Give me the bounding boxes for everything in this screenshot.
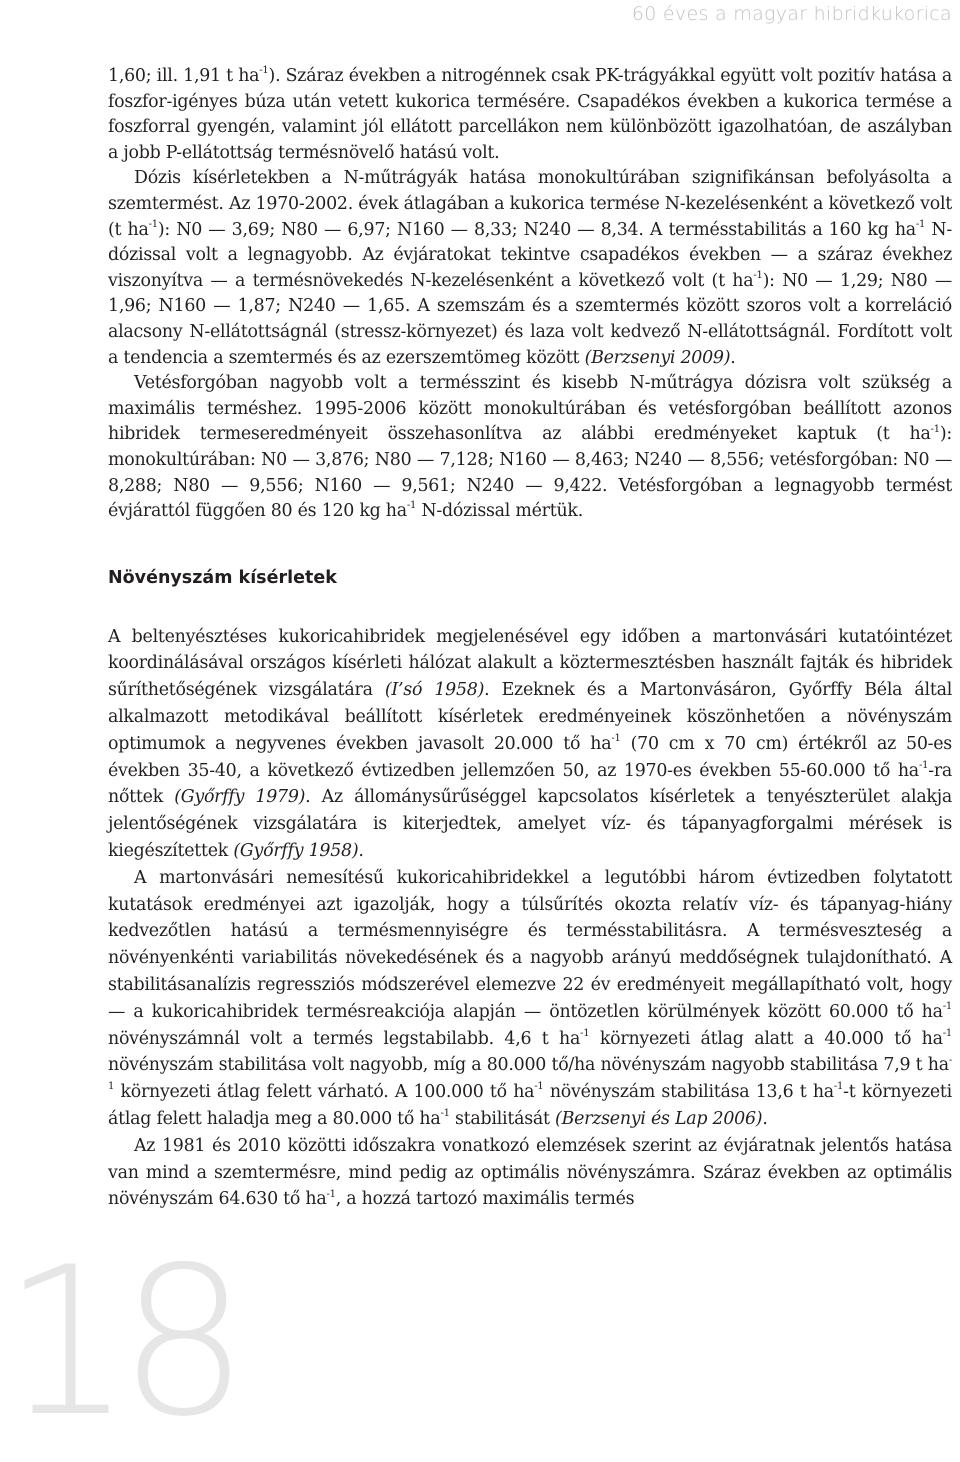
running-title: 60 éves a magyar hibridkukorica <box>631 3 952 25</box>
text-run: ): monokultúrában: N0 — 3,876; N80 — 7,128; N160 — 8,463; N240 — 8,556; vetésforgóban: N0 — 8,288; N80 — 9,556; N160 — 9,561; N240 — 9,422. Vetésforgóban a legnagyobb termést évjárattól függően 80 és 120 kg ha <box>108 424 952 522</box>
paragraph-phosphorus <box>108 64 952 166</box>
citation: (I’só 1958) <box>384 680 485 701</box>
text-run: környezeti átlag alatt a 40.000 tő ha <box>589 1028 943 1049</box>
text-run: . Az állománysűrűséggel kapcsolatos kísérletek a tenyészterület alakja jelentőségének vizsgálatára is kiterjedtek, amelyet víz- és tápanyagforgalmi mérések is kiegészítettek <box>108 787 952 862</box>
text-run: növényszám stabilitása volt nagyobb, míg a 80.000 tő/ha növényszám nagyobb stabilitása 7,9 t ha <box>108 1055 949 1076</box>
page-body <box>108 64 952 1213</box>
paragraph-year-effect <box>108 1133 952 1213</box>
unit-exponent: -1 <box>326 1188 336 1200</box>
citation: (Berzsenyi és Lap 2006) <box>555 1109 763 1130</box>
text-run: A martonvásári nemesítésű kukoricahibridekkel a legutóbbi három évtizedben folytatott kutatások eredményei azt igazolják, hogy a túlsűrítés okozta relatív víz- és tápanyag-hiány kedvezőtlen hatású a termésmennyiségre és termésstabilitásra. A termésveszteség a növényenkénti variabilitás növekedésének és a nagyobb arányú meddőségnek tulajdonítható. A stabilitásanalízis regressziós módszerével elemezve 22 év eredményeit megállapítható volt, hogy — a kukoricahibridek termésreakciója alapján — öntözetlen körülmények között 60.000 tő ha <box>108 867 952 1022</box>
unit-exponent: -1 <box>148 218 158 230</box>
text-run: 1,60; ill. 1,91 t ha <box>108 66 260 86</box>
text-run: ). Száraz években a nitrogénnek csak PK-trágyákkal együtt volt pozitív hatása a foszfor-igényes búza után vetett kukorica termésére. Csapadékos években a kukorica termése a foszforral gyengén, valamint jól ellátott parcellákon nem különbözött igazolhatóan, de aszályban a jobb P-ellátottság termésnövelő hatású volt. <box>108 66 952 163</box>
unit-exponent: -1 <box>915 218 926 230</box>
text-run: (70 cm x 70 cm) értékről az 50-es években 35-40, a következő évtizedben jellemzően 50, az 1970-es években 55-60.000 tő ha <box>108 733 952 781</box>
citation: (Győrffy 1958) <box>233 841 359 862</box>
text-run: Az 1981 és 2010 közötti időszakra vonatkozó elemzések szerint az évjáratnak jelentős hatása van mind a szemtermésre, mind pedig az optimális növényszámra. Száraz években az optimális növényszám 64.630 tő ha <box>108 1135 952 1210</box>
text-run: . <box>358 841 364 862</box>
text-run: növényszámnál volt a termés legstabilabb. 4,6 t ha <box>108 1028 581 1049</box>
unit-exponent: -1 <box>942 1027 952 1039</box>
citation: (Berzsenyi 2009) <box>584 347 731 368</box>
unit-exponent: -1 <box>930 423 940 435</box>
text-run: -ra nőttek <box>108 760 952 808</box>
text-run: Vetésforgóban nagyobb volt a termésszint és kisebb N-műtrágya dózisra volt szükség a maximális terméshez. 1995-2006 között monokultúrában és vetésforgóban beállított azonos hibridek termeseredményeit összehasonlítva az alábbi eredményeket kaptuk (t ha <box>108 373 952 445</box>
unit-exponent: -1 <box>440 1108 450 1120</box>
unit-exponent: -1 <box>611 733 621 745</box>
text-run: . <box>762 1109 768 1130</box>
paragraph-plant-density-stability <box>108 865 952 1133</box>
text-run: -t környezeti átlag felett haladja meg a 80.000 tő ha <box>108 1082 952 1130</box>
text-run: . <box>730 347 736 368</box>
text-run: A beltenyésztéses kukoricahibridek megjelenésével egy időben a martonvásári kutatóintézet koordinálásával országos kísérleti hálózat alakult a köztermesztésben használt fajták és hibridek sűríthetőségének vizsgálatára <box>108 626 952 701</box>
text-run: ): N0 — 1,29; N80 — 1,96; N160 — 1,87; N240 — 1,65. A szemszám és a szemtermés között szoros volt a korreláció alacsony N-ellátottságnál (stressz-környezet) és laza volt kedvező N-ellátottságnál. Fordított volt a tendencia a szemtermés és az ezerszemtömeg között <box>108 270 952 368</box>
paragraph-crop-rotation <box>108 371 952 525</box>
text-run: N-dózissal mértük. <box>416 501 583 522</box>
text-run: N-dózissal volt a legnagyobb. Az évjáratokat tekintve csapadékos években — a száraz évekhez viszonyítva — a termésnövekedés N-kezelésenként a következő volt (t ha <box>108 219 952 291</box>
page-number: 18 <box>2 1224 235 1462</box>
unit-exponent: -1 <box>534 1081 544 1093</box>
citation: (Győrffy 1979) <box>174 787 306 808</box>
text-run: növényszám stabilitása 13,6 t ha <box>543 1082 834 1103</box>
unit-exponent: -1 <box>406 500 417 512</box>
text-run: Dózis kísérletekben a N-műtrágyák hatása monokultúrában szignifikánsan befolyásolta a szemtermést. Az 1970-2002. évek átlagában a kukorica termése N-kezelésenként a következő volt (t ha <box>108 168 952 240</box>
unit-exponent: -1 <box>259 65 269 77</box>
unit-exponent: -1 <box>942 1001 952 1013</box>
unit-exponent: -1 <box>108 1054 952 1093</box>
unit-exponent: -1 <box>580 1027 590 1039</box>
unit-exponent: -1 <box>753 269 763 281</box>
text-run: . Ezeknek és a Martonvásáron, Győrffy Béla által alkalmazott metodikával beállított kísérletek eredményeinek köszönhetően a növényszám optimumok a negyvenes években javasolt 20.000 tő ha <box>108 680 953 754</box>
text-run: ): N0 — 3,69; N80 — 6,97; N160 — 8,33; N240 — 8,34. A termésstabilitás a 160 kg ha <box>157 219 916 240</box>
text-run: stabilitását <box>449 1109 556 1130</box>
unit-exponent: -1 <box>918 759 929 771</box>
unit-exponent: -1 <box>833 1081 844 1093</box>
text-run: , a hozzá tartozó maximális termés <box>335 1189 635 1210</box>
paragraph-nitrogen-dose <box>108 166 952 371</box>
section-heading: Növényszám kísérletek <box>108 567 337 588</box>
paragraph-plant-density-history <box>108 624 952 865</box>
text-run: környezeti átlag felett várható. A 100.000 tő ha <box>114 1082 535 1103</box>
